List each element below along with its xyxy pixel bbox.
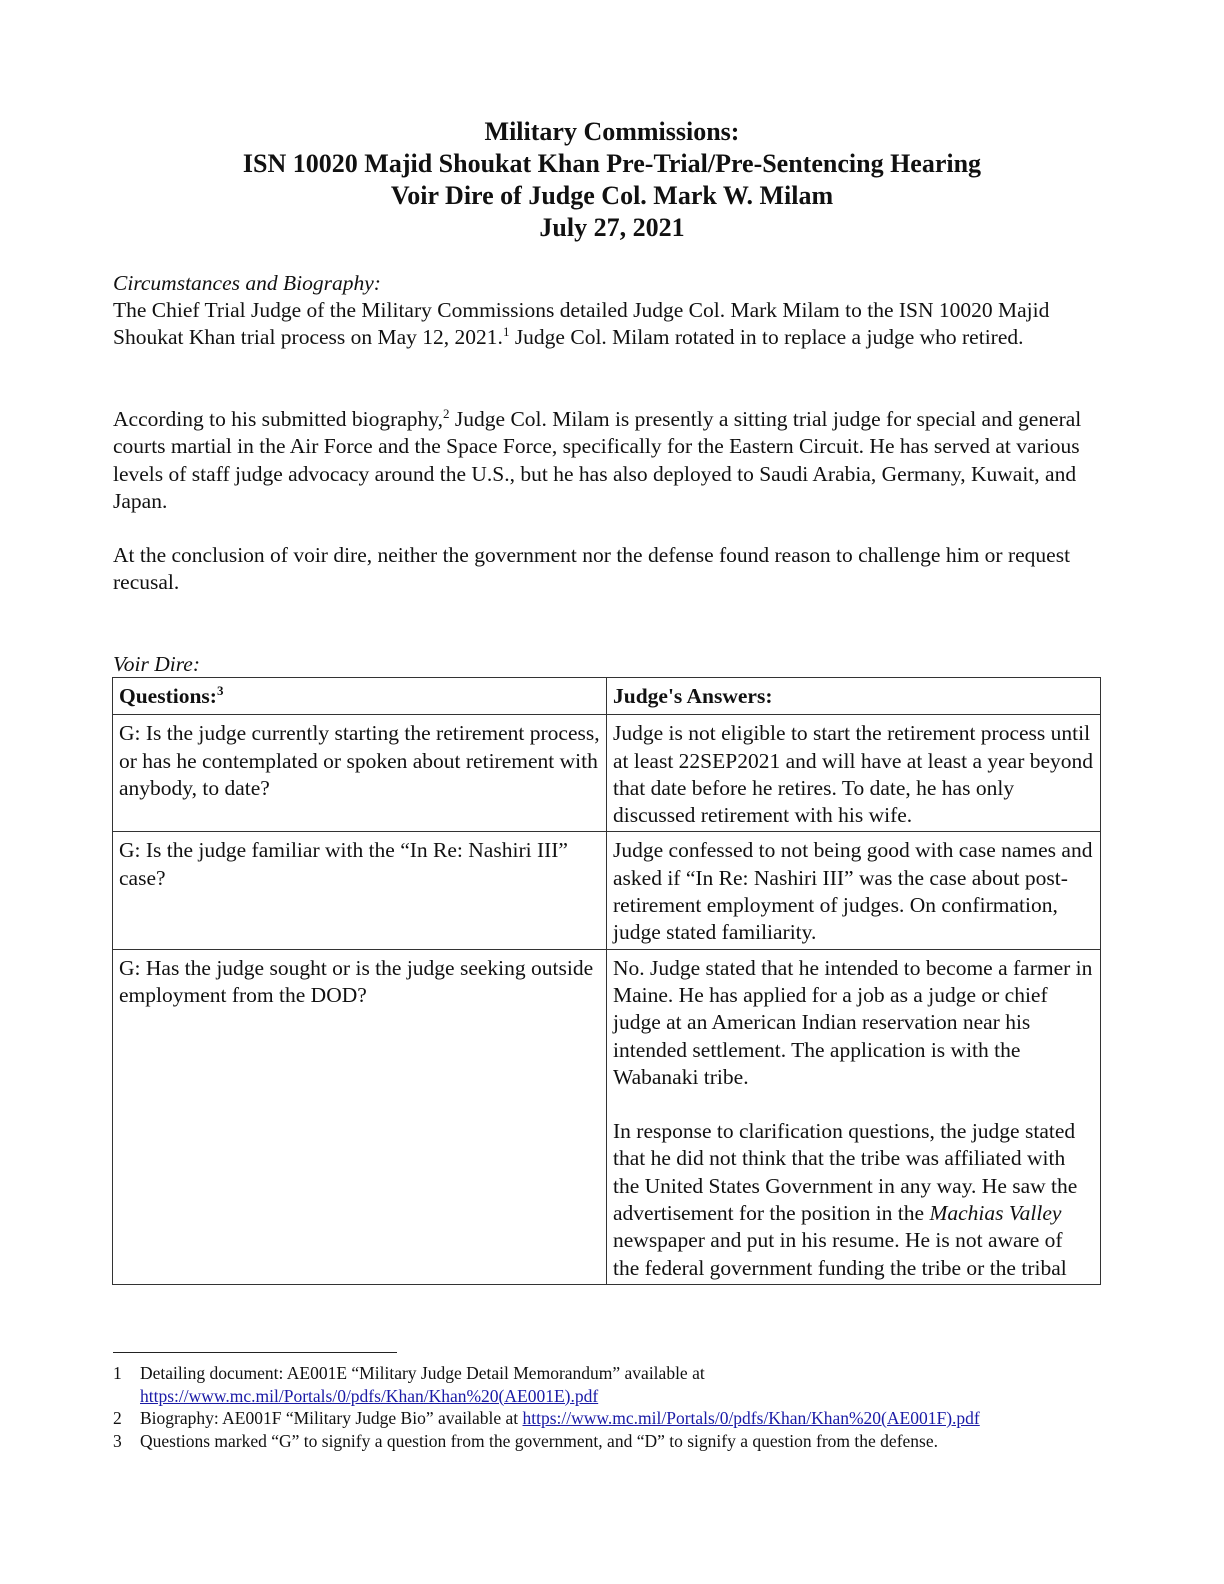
footnote-3 (113, 1430, 1113, 1453)
answer-cell: Judge confessed to not being good with case names and asked if “In Re: Nashiri III” was the case about post-retirement employment of judges. On confirmation, judge stated familiarity. (607, 832, 1101, 949)
footnote-divider (113, 1352, 397, 1353)
title-line-1: Military Commissions: (484, 117, 740, 146)
footnote-body (140, 1407, 1113, 1430)
footnote-text: Questions marked “G” to signify a question from the government, and “D” to signify a question from the defense. (140, 1430, 938, 1451)
newspaper-name: Machias Valley (929, 1201, 1062, 1226)
question-cell: G: Is the judge currently starting the retirement process, or has he contemplated or spoken about retirement with anybody, to date? (113, 715, 607, 832)
footnote-link[interactable]: https://www.mc.mil/Portals/0/pdfs/Khan/Khan%20(AE001F).pdf (522, 1408, 980, 1428)
footnote-ref-2: 2 (443, 406, 450, 421)
answer-paragraph-2 (613, 1118, 1094, 1282)
answer-paragraph: No. Judge stated that he intended to become a farmer in Maine. He has applied for a job as a judge or chief judge at an American Indian reservation near his intended settlement. The application is with the Wabanaki tribe. (613, 955, 1093, 1089)
footnote-link[interactable]: https://www.mc.mil/Portals/0/pdfs/Khan/Khan%20(AE001E).pdf (140, 1385, 599, 1406)
document-title (0, 116, 1224, 244)
circumstances-paragraph-1 (113, 297, 1103, 352)
footnote-2 (113, 1407, 1113, 1430)
footnote-number: 3 (113, 1430, 122, 1451)
question-cell: G: Is the judge familiar with the “In Re: Nashiri III” case? (113, 832, 607, 949)
answers-column-header: Judge's Answers: (607, 678, 1101, 715)
title-line-3: Voir Dire of Judge Col. Mark W. Milam (390, 181, 834, 210)
footnotes (113, 1362, 1113, 1452)
footnote-ref-1: 1 (502, 324, 510, 340)
table-row (113, 715, 1101, 832)
paragraph-2-text-a: According to his submitted biography, (113, 407, 444, 431)
footnote-ref-3: 3 (216, 683, 224, 698)
footnote-text: Biography: AE001F “Military Judge Bio” available at (140, 1408, 523, 1428)
title-line-4: July 27, 2021 (539, 213, 685, 242)
circumstances-paragraph-3: At the conclusion of voir dire, neither the government nor the defense found reason to challenge him or request recusal. (113, 543, 1071, 595)
table-row (113, 949, 1101, 1284)
table-row (113, 832, 1101, 949)
footnote-body (140, 1362, 1113, 1407)
answer-cell: Judge is not eligible to start the retirement process until at least 22SEP2021 and will have at least a year beyond that date before he retires. To date, he has only discussed retirement with his wife. (607, 715, 1101, 832)
answer-2-text-a: In response to clarification questions, the judge stated that he did not think that the tribe was affiliated with the United States Government in any way. He saw the advertisement for the position in the (613, 1119, 1078, 1226)
questions-column-header (113, 678, 607, 715)
paragraph-2-text-b: Judge Col. Milam is presently a sitting trial judge for special and general courts martial in the Air Force and the Space Force, specifically for the Eastern Circuit. He has served at various levels of staff judge advocacy around the U.S., but he has also deployed to Saudi Arabia, Germany, Kuwait, and Japan. (113, 407, 1082, 513)
question-cell: G: Has the judge sought or is the judge seeking outside employment from the DOD? (113, 949, 607, 1284)
circumstances-paragraph-2 (113, 406, 1103, 515)
footnote-number: 1 (113, 1363, 122, 1383)
title-line-2: ISN 10020 Majid Shoukat Khan Pre-Trial/Pre-Sentencing Hearing (242, 149, 982, 178)
answer-cell (607, 949, 1101, 1284)
paragraph-gap (613, 1091, 1094, 1118)
table-header-row (113, 678, 1101, 715)
voir-dire-heading: Voir Dire: (113, 652, 200, 676)
questions-header-label: Questions: (119, 684, 217, 708)
circumstances-heading: Circumstances and Biography: (113, 271, 381, 295)
footnote-text: Detailing document: AE001E “Military Judge Detail Memorandum” available at (140, 1363, 705, 1383)
answer-2-text-b: newspaper and put in his resume. He is not aware of the federal government funding the tribe or the tribal (613, 1228, 1067, 1280)
footnote-number: 2 (113, 1408, 122, 1428)
footnote-1 (113, 1362, 1113, 1407)
paragraph-1-text-b: Judge Col. Milam rotated in to replace a judge who retired. (509, 325, 1024, 350)
voir-dire-table (112, 677, 1101, 1285)
paragraph-1-text-a: The Chief Trial Judge of the Military Commissions detailed Judge Col. Mark Milam to the ISN 10020 Majid Shoukat Khan trial process on May 12, 2021. (113, 298, 1050, 350)
